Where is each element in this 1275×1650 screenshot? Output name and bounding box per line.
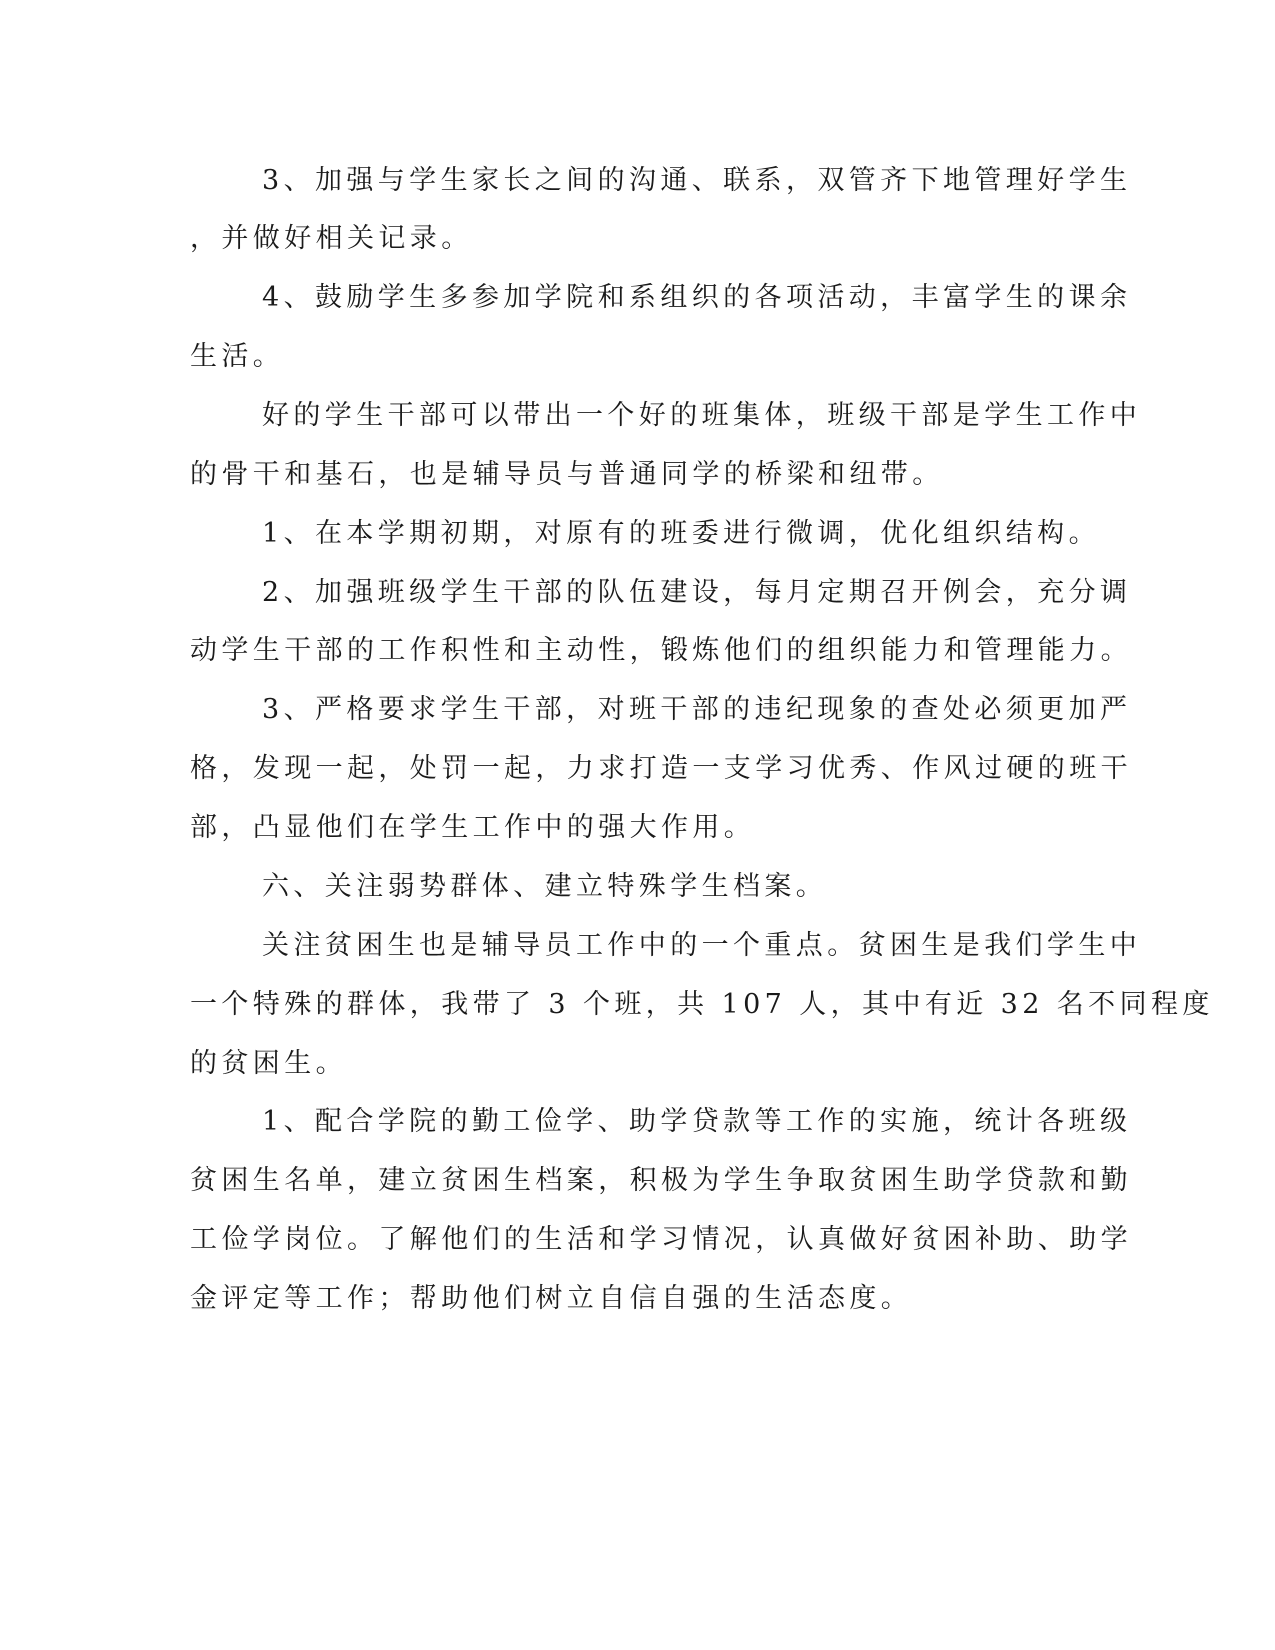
text-line: 工俭学岗位。了解他们的生活和学习情况，认真做好贫困补助、助学 — [190, 1224, 1132, 1255]
text-line: 的骨干和基石，也是辅导员与普通同学的桥梁和纽带。 — [190, 459, 944, 490]
section-heading: 六、关注弱势群体、建立特殊学生档案。 — [262, 871, 828, 902]
text-line: 1、配合学院的勤工俭学、助学贷款等工作的实施，统计各班级 — [262, 1106, 1132, 1137]
text-line: 动学生干部的工作积性和主动性，锻炼他们的组织能力和管理能力。 — [190, 635, 1132, 666]
text-line: 一个特殊的群体，我带了 3 个班，共 107 人，其中有近 32 名不同程度 — [190, 989, 1214, 1020]
text-line: 3、加强与学生家长之间的沟通、联系，双管齐下地管理好学生 — [262, 165, 1132, 196]
text-line: 部，凸显他们在学生工作中的强大作用。 — [190, 812, 756, 843]
text-line: 关注贫困生也是辅导员工作中的一个重点。贫困生是我们学生中 — [262, 930, 1142, 961]
text-line: 贫困生名单，建立贫困生档案，积极为学生争取贫困生助学贷款和勤 — [190, 1165, 1132, 1196]
text-line: 1、在本学期初期，对原有的班委进行微调，优化组织结构。 — [262, 518, 1100, 549]
text-line: 好的学生干部可以带出一个好的班集体，班级干部是学生工作中 — [262, 400, 1142, 431]
text-line: 2、加强班级学生干部的队伍建设，每月定期召开例会，充分调 — [262, 577, 1132, 608]
text-line: 4、鼓励学生多参加学院和系组织的各项活动，丰富学生的课余 — [262, 282, 1132, 313]
text-line: 金评定等工作；帮助他们树立自信自强的生活态度。 — [190, 1283, 913, 1314]
text-line: 3、严格要求学生干部，对班干部的违纪现象的查处必须更加严 — [262, 694, 1132, 725]
text-line: 生活。 — [190, 341, 285, 372]
text-line: ，并做好相关记录。 — [190, 223, 473, 254]
text-line: 的贫困生。 — [190, 1048, 347, 1079]
text-line: 格，发现一起，处罚一起，力求打造一支学习优秀、作风过硬的班干 — [190, 753, 1132, 784]
